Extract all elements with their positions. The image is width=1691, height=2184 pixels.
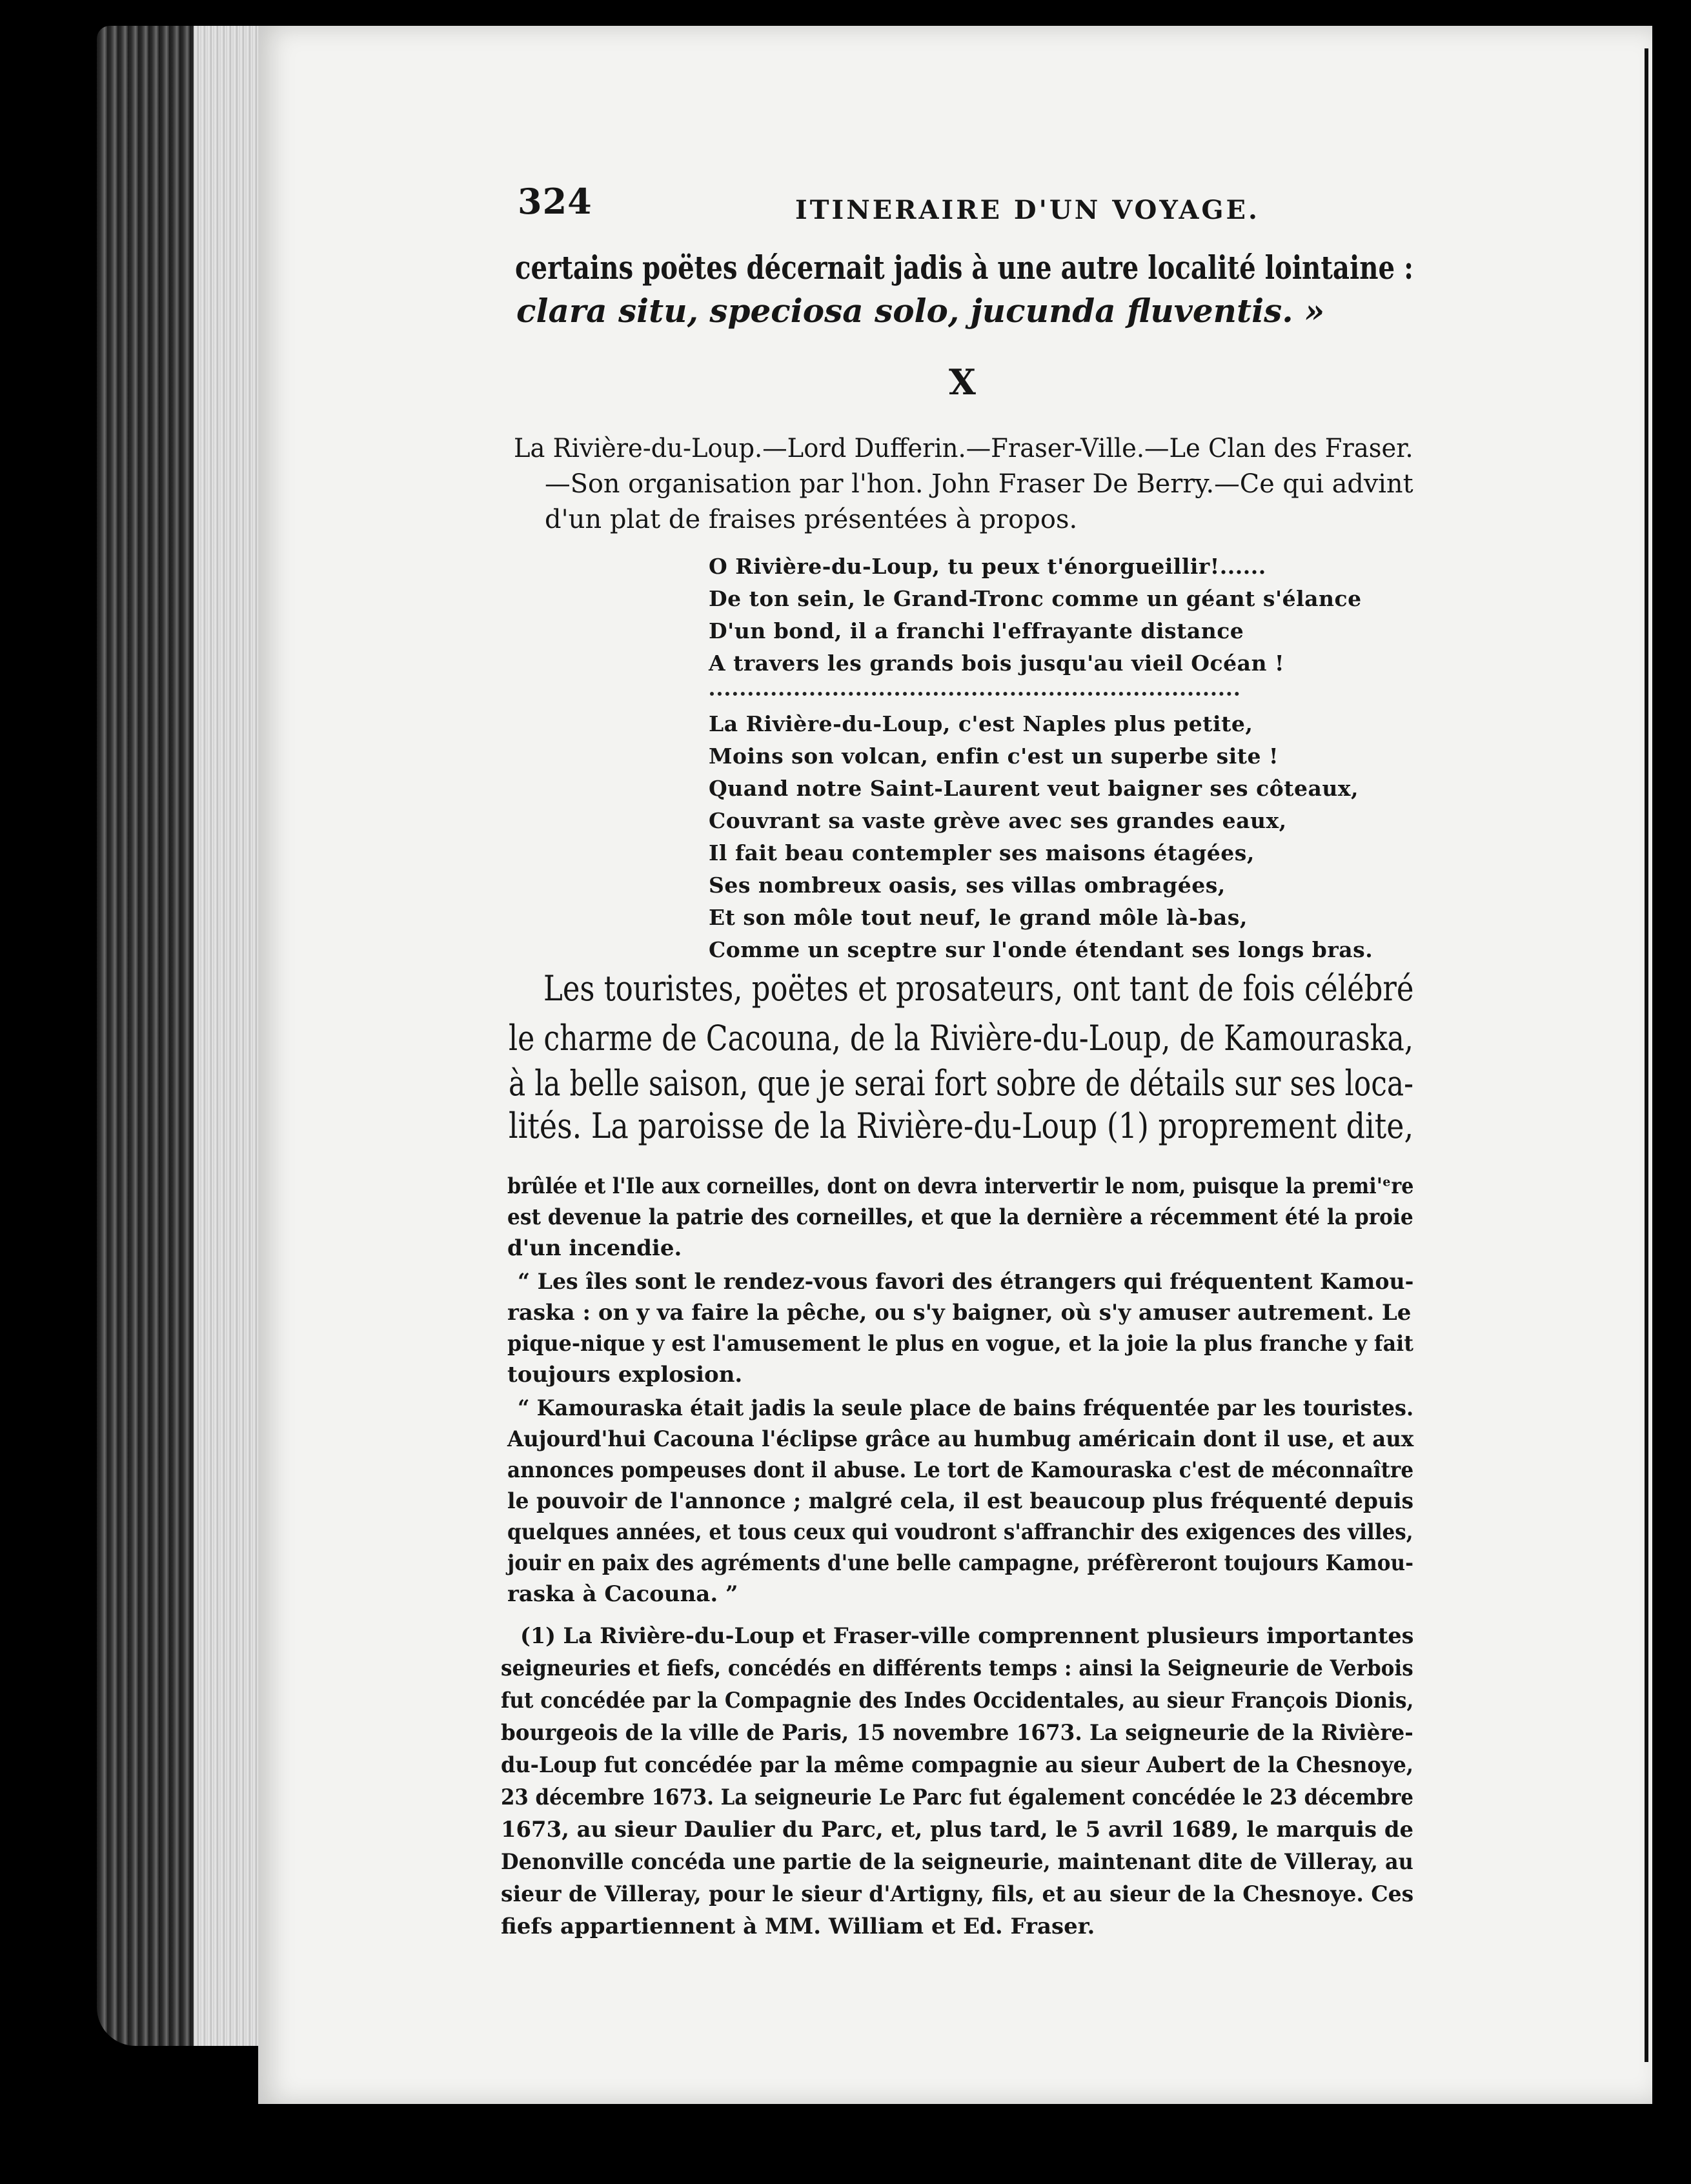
footnote-line: fiefs appartiennent à MM. William et Ed. Fraser. (501, 1914, 1095, 1939)
quote-line: raska à Cacouna. ” (507, 1581, 738, 1607)
quote-line: annonces pompeuses dont il abuse. Le tort de Kamouraska c'est de méconnaître (507, 1457, 1414, 1483)
quote-line: toujours explosion. (507, 1362, 743, 1388)
running-title: ITINERAIRE D'UN VOYAGE. (795, 195, 1260, 225)
intro-line-2: clara situ, speciosa solo, jucunda fluventis. » (516, 292, 1325, 330)
ellipsis-divider (710, 692, 1239, 696)
quote-line: quelques années, et tous ceux qui voudront s'affranchir des exigences des villes, (507, 1519, 1413, 1545)
facing-page-edge (1645, 48, 1648, 2062)
quote-line: pique-nique y est l'amusement le plus en vogue, et la joie la plus franche y fait (507, 1331, 1413, 1357)
poem-line: Quand notre Saint-Laurent veut baigner ses côteaux, (709, 776, 1359, 801)
intro-line-1: certains poëtes décernait jadis à une autre localité lointaine : (515, 248, 1413, 287)
poem-line: Couvrant sa vaste grève avec ses grandes eaux, (709, 808, 1287, 833)
quote-line: le pouvoir de l'annonce ; malgré cela, il est beaucoup plus fréquenté depuis (507, 1488, 1414, 1514)
summary-line-1: La Rivière-du-Loup.—Lord Dufferin.—Fraser-Ville.—Le Clan des Fraser. (514, 434, 1413, 463)
poem-line: De ton sein, le Grand-Tronc comme un géant s'élance (709, 586, 1362, 611)
quote-line: est devenue la patrie des corneilles, et que la dernière a récemment été la proie (507, 1204, 1413, 1230)
quote-line: d'un incendie. (507, 1235, 682, 1261)
footnote-line: fut concédée par la Compagnie des Indes Occidentales, au sieur François Dionis, (501, 1688, 1414, 1714)
footnote-line: du-Loup fut concédée par la même compagnie au sieur Aubert de la Chesnoye, (501, 1752, 1413, 1778)
footnote-line: Denonville concéda une partie de la seigneurie, maintenant dite de Villeray, au (501, 1849, 1413, 1875)
footnote-line: seigneuries et fiefs, concédés en différents temps : ainsi la Seigneurie de Verbois (501, 1655, 1413, 1681)
poem-line: Ses nombreux oasis, ses villas ombragées, (709, 873, 1226, 898)
footnote-line: 23 décembre 1673. La seigneurie Le Parc fut également concédée le 23 décembre (501, 1785, 1413, 1810)
footnote-line: 1673, au sieur Daulier du Parc, et, plus tard, le 5 avril 1689, le marquis de (501, 1817, 1413, 1843)
quote-line: jouir en paix des agréments d'une belle campagne, préfèreront toujours Kamou- (507, 1550, 1414, 1576)
poem-line: Comme un sceptre sur l'onde étendant ses longs bras. (709, 937, 1373, 962)
poem-line: La Rivière-du-Loup, c'est Naples plus petite, (709, 711, 1253, 736)
page-number: 324 (518, 181, 592, 222)
quote-line: brûlée et l'Ile aux corneilles, dont on devra intervertir le nom, puisque la premi'ᵉre (507, 1173, 1414, 1199)
poem-line: Moins son volcan, enfin c'est un superbe site ! (709, 743, 1279, 769)
quote-line: “ Kamouraska était jadis la seule place de bains fréquentée par les touristes. (518, 1395, 1414, 1421)
footnote-line: (1) La Rivière-du-Loup et Fraser-ville comprennent plusieurs importantes (520, 1623, 1414, 1649)
chapter-number: X (949, 361, 976, 403)
poem-line: O Rivière-du-Loup, tu peux t'énorgueillir!...... (709, 554, 1266, 579)
quote-line: raska : on y va faire la pêche, ou s'y baigner, où s'y amuser autrement. Le (507, 1300, 1412, 1326)
poem-line: Il fait beau contempler ses maisons étagées, (709, 840, 1255, 865)
poem-line: D'un bond, il a franchi l'effrayante distance (709, 618, 1244, 643)
poem-line: Et son môle tout neuf, le grand môle là-bas, (709, 905, 1248, 930)
body-line-3: à la belle saison, que je serai fort sobre de détails sur ses loca- (509, 1063, 1414, 1104)
body-line-1: Les touristes, poëtes et prosateurs, ont tant de fois célébré (543, 968, 1414, 1009)
footnote-line: sieur de Villeray, pour le sieur d'Artigny, fils, et au sieur de la Chesnoye. Ces (501, 1881, 1414, 1907)
quote-line: “ Les îles sont le rendez-vous favori des étrangers qui fréquentent Kamou- (518, 1269, 1414, 1295)
poem-line: A travers les grands bois jusqu'au vieil Océan ! (709, 651, 1284, 676)
quote-line: Aujourd'hui Cacouna l'éclipse grâce au humbug américain dont il use, et aux (507, 1426, 1414, 1452)
body-line-4: lités. La paroisse de la Rivière-du-Loup (1) proprement dite, (509, 1106, 1414, 1146)
body-line-2: le charme de Cacouna, de la Rivière-du-Loup, de Kamouraska, (509, 1018, 1413, 1058)
summary-line-2: —Son organisation par l'hon. John Fraser De Berry.—Ce qui advint (545, 469, 1413, 499)
footnote-line: bourgeois de la ville de Paris, 15 novembre 1673. La seigneurie de la Rivière- (501, 1720, 1413, 1746)
summary-line-3: d'un plat de fraises présentées à propos. (545, 505, 1078, 534)
